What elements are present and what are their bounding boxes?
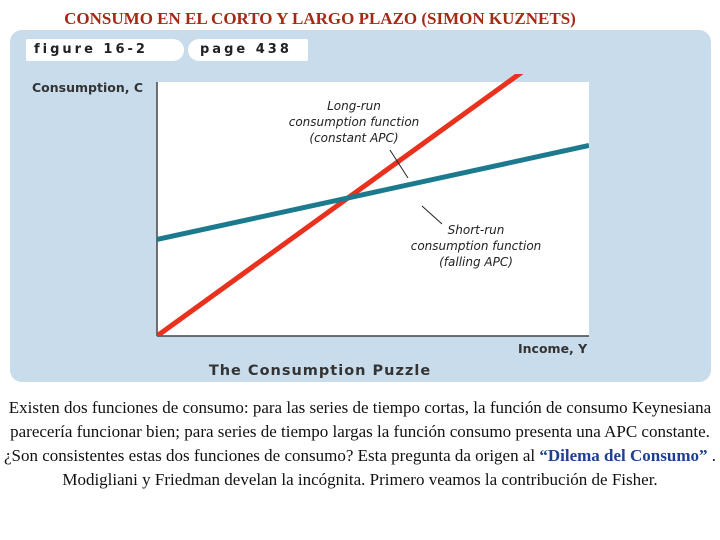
slide-title: CONSUMO EN EL CORTO Y LARGO PLAZO (SIMON KUZNETS) bbox=[64, 9, 576, 28]
body-paragraph bbox=[4, 396, 716, 492]
chart-area bbox=[10, 64, 711, 382]
figure-header bbox=[10, 30, 711, 64]
short-run-annotation-line: consumption function bbox=[410, 239, 542, 253]
dilemma-highlight: “Dilema del Consumo” bbox=[539, 446, 708, 465]
body-text-end: . Modigliani y Friedman develan la incógnita. Primero veamos la contribución de Fisher. bbox=[62, 446, 716, 489]
x-axis-label: Income, Y bbox=[518, 341, 588, 356]
y-axis-label: Consumption, C bbox=[32, 80, 143, 95]
figure-number-tab: figure 16-2 bbox=[26, 39, 184, 61]
long-run-annotation-line: consumption function bbox=[288, 115, 420, 129]
long-run-annotation-line: Long-run bbox=[327, 99, 381, 113]
consumption-chart bbox=[10, 64, 711, 382]
long-run-annotation-line: (constant APC) bbox=[309, 131, 399, 145]
body-text-start: Existen dos funciones de consumo: para las series de tiempo cortas, la función de consumo Keynesiana parecería funcionar bien; para series de tiempo largas la función consumo presenta una APC constante. ¿Son consistentes estas dos funciones de consumo? Esta pregunta da origen al bbox=[4, 398, 712, 465]
chart-title: The Consumption Puzzle bbox=[208, 363, 432, 379]
short-run-annotation-line: (falling APC) bbox=[439, 255, 513, 269]
short-run-annotation-line: Short-run bbox=[447, 223, 505, 237]
figure-page-tab: page 438 bbox=[188, 39, 308, 61]
